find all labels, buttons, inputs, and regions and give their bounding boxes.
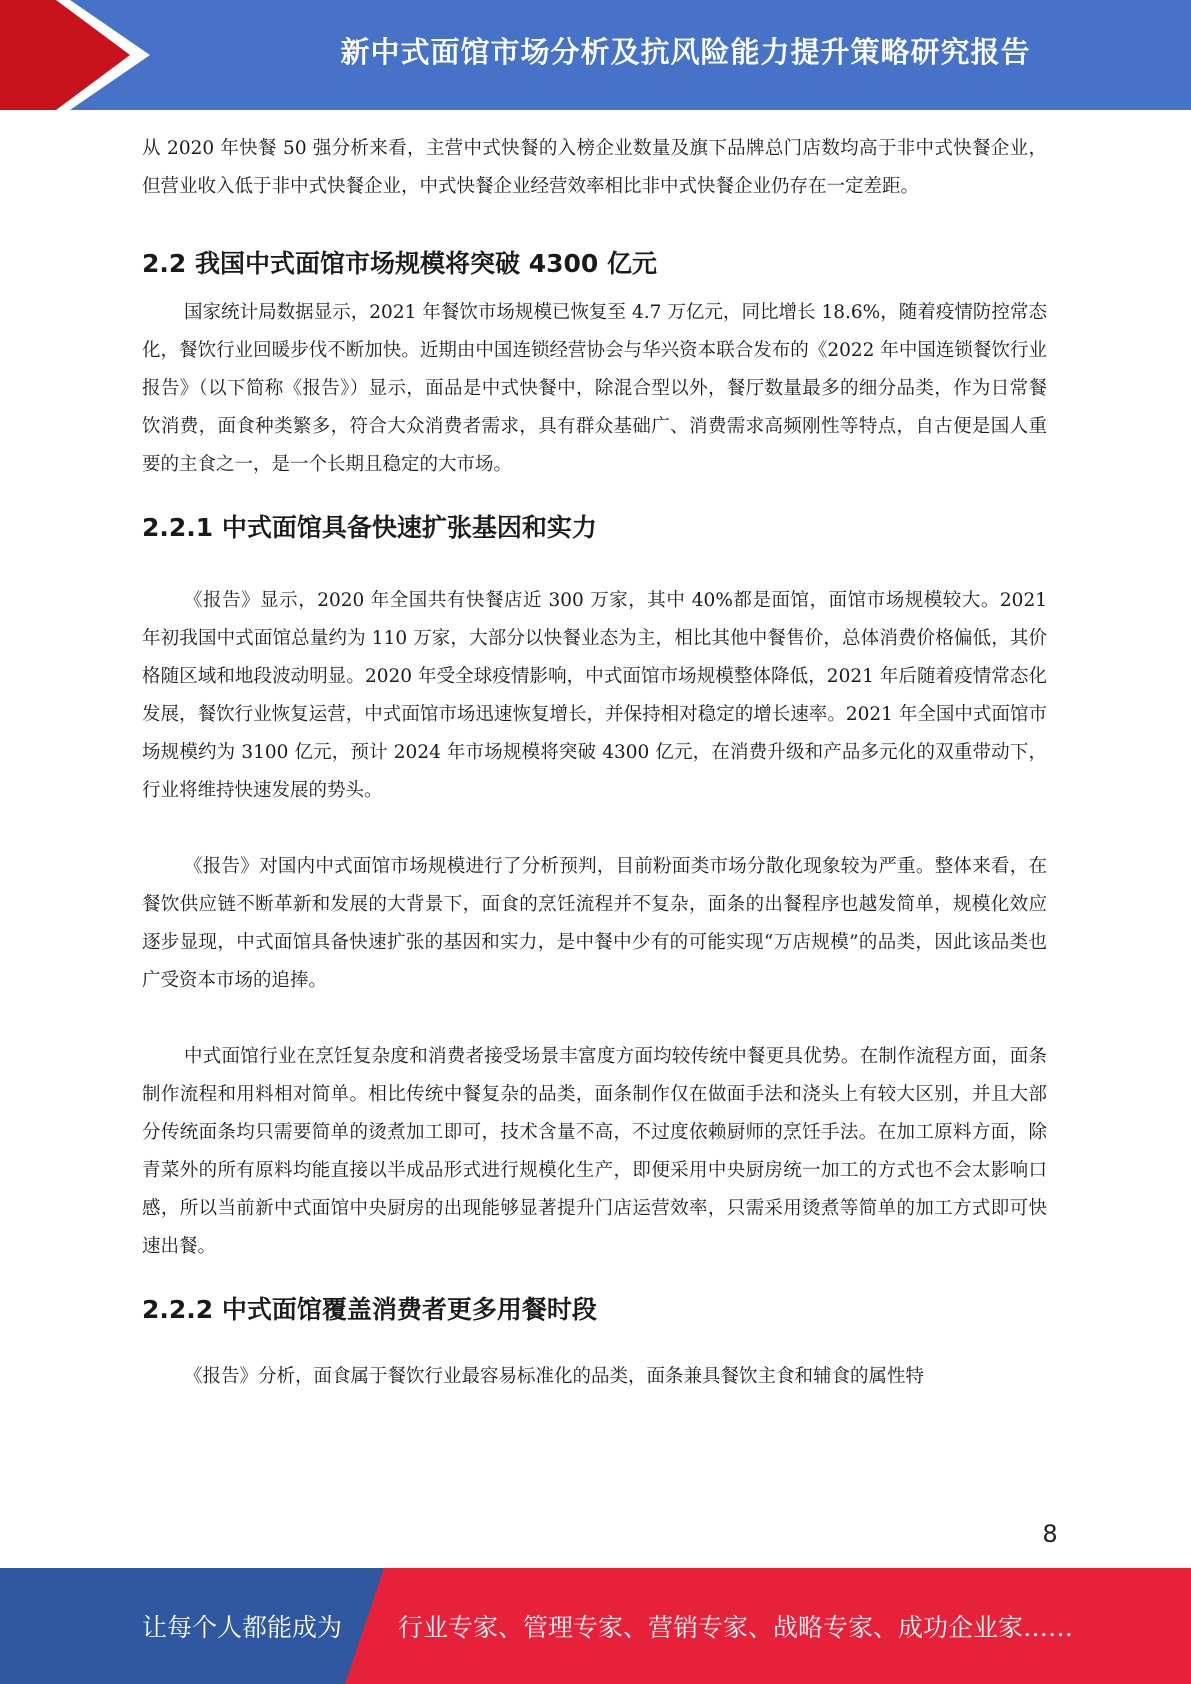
section-heading-2-2-1: 2.2.1 中式面馆具备快速扩张基因和实力 bbox=[142, 513, 597, 542]
footer-slogan-right: 行业专家、管理专家、营销专家、战略专家、成功企业家…… bbox=[398, 1613, 1074, 1642]
page-footer bbox=[0, 1568, 1191, 1684]
section-2-2-2-paragraph: 《报告》分析，面食属于餐饮行业最容易标准化的品类，面条兼具餐饮主食和辅食的属性特 bbox=[184, 1366, 925, 1387]
footer-slogan-left: 让每个人都能成为 bbox=[142, 1613, 343, 1642]
intro-paragraph: 从 2020 年快餐 50 强分析来看，主营中式快餐的入榜企业数量及旗下品牌总门店数均高于非中式快餐企业，但营业收入低于非中式快餐企业，中式快餐企业经营效率相比非中式快餐企业仍存在一定差距。 bbox=[142, 138, 1047, 197]
section-heading-2-2: 2.2 我国中式面馆市场规模将突破 4300 亿元 bbox=[142, 249, 657, 278]
section-2-2-paragraph: 国家统计局数据显示，2021 年餐饮市场规模已恢复至 4.7 万亿元，同比增长 18.6%，随着疫情防控常态化，餐饮行业回暖步伐不断加快。近期由中国连锁经营协会与华兴资本联合发布的《2022 年中国连锁餐饮行业报告》（以下简称《报告》）显示，面品是中式快餐中，除混合型以外，餐厅数量最多的细分品类，作为日常餐饮消费，面食种类繁多，符合大众消费者需求，具有群众基础广、消费需求高频刚性等特点，自古便是国人重要的主食之一，是一个长期且稳定的大市场。 bbox=[142, 302, 1047, 475]
page-header bbox=[0, 0, 1191, 110]
section-heading-2-2-2: 2.2.2 中式面馆覆盖消费者更多用餐时段 bbox=[142, 1295, 597, 1324]
page-number: 8 bbox=[1042, 1520, 1058, 1548]
section-2-2-1-paragraph-1: 《报告》显示，2020 年全国共有快餐店近 300 万家，其中 40%都是面馆，面馆市场规模较大。2021 年初我国中式面馆总量约为 110 万家，大部分以快餐业态为主，相比其他中餐售价，总体消费价格偏低，其价格随区域和地段波动明显。2020 年受全球疫情影响，中式面馆市场规模整体降低，2021 年后随着疫情常态化发展，餐饮行业恢复运营，中式面馆市场迅速恢复增长，并保持相对稳定的增长速率。2021 年全国中式面馆市场规模约为 3100 亿元，预计 2024 年市场规模将突破 4300 亿元，在消费升级和产品多元化的双重带动下，行业将维持快速发展的势头。 bbox=[142, 590, 1047, 801]
document-body bbox=[142, 130, 1047, 1396]
section-2-2-1-paragraph-3: 中式面馆行业在烹饪复杂度和消费者接受场景丰富度方面均较传统中餐更具优势。在制作流程方面，面条制作流程和用料相对简单。相比传统中餐复杂的品类，面条制作仅在做面手法和浇头上有较大区别，并且大部分传统面条均只需要简单的烫煮加工即可，技术含量不高，不过度依赖厨师的烹饪手法。在加工原料方面，除青菜外的所有原料均能直接以半成品形式进行规模化生产，即便采用中央厨房统一加工的方式也不会太影响口感，所以当前新中式面馆中央厨房的出现能够显著提升门店运营效率，只需采用烫煮等简单的加工方式即可快速出餐。 bbox=[142, 1046, 1047, 1257]
header-title: 新中式面馆市场分析及抗风险能力提升策略研究报告 bbox=[340, 34, 1031, 69]
section-2-2-1-paragraph-2: 《报告》对国内中式面馆市场规模进行了分析预判，目前粉面类市场分散化现象较为严重。整体来看，在餐饮供应链不断革新和发展的大背景下，面食的烹饪流程并不复杂，面条的出餐程序也越发简单，规模化效应逐步显现，中式面馆具备快速扩张的基因和实力，是中餐中少有的可能实现“万店规模”的品类，因此该品类也广受资本市场的追捧。 bbox=[142, 856, 1047, 991]
